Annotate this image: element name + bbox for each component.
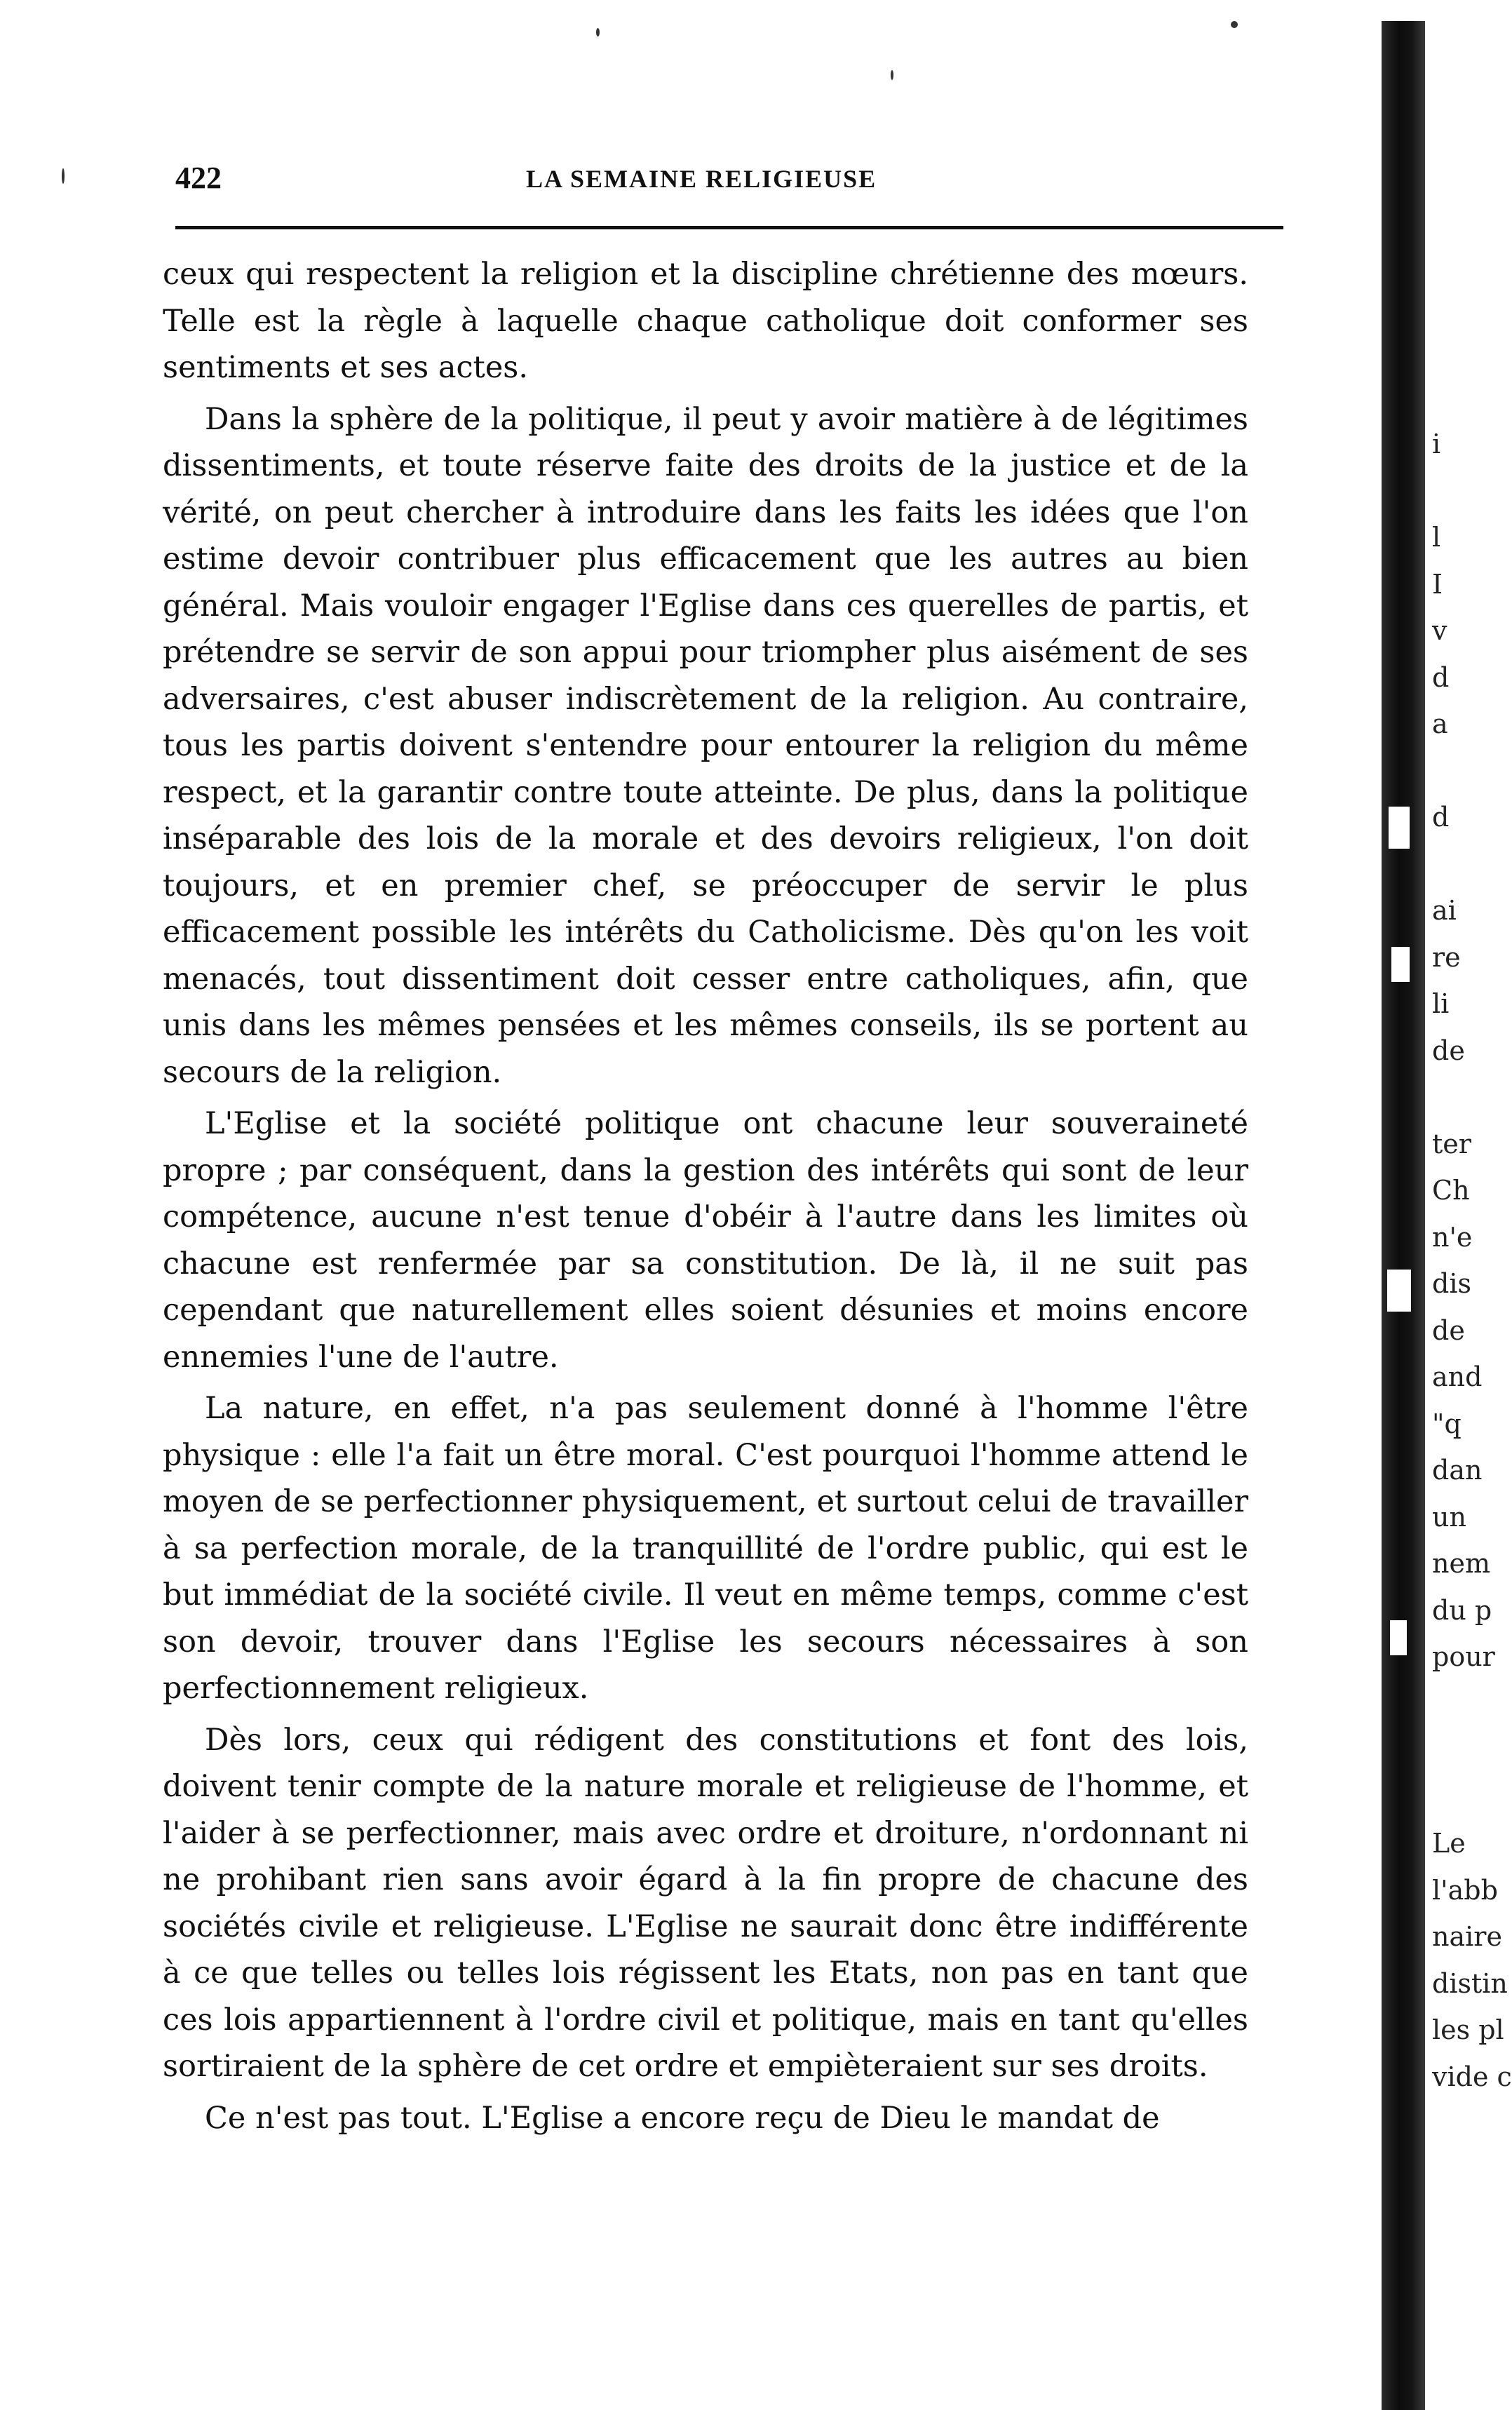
fragment: Le [1432,1828,1466,1859]
fragment: nem [1432,1548,1490,1579]
page-number: 422 [175,161,222,195]
paragraph-6: Ce n'est pas tout. L'Eglise a encore reçu de Dieu le mandat de [205,2100,1160,2136]
fragment: du p [1432,1594,1492,1626]
fragment [1432,1681,1474,1728]
fragment: d [1432,802,1450,833]
paragraph-5: Dès lors, ceux qui rédigent des constitutions et font des lois, doivent tenir compte de la nature morale et religieuse de l'homme, et l'aider à se perfectionner, mais avec ordre et droiture, n'ordonnant ni ne prohibant rien sans avoir égard à la fin propre de chacune des sociétés civile et religieuse. L'Eglise ne saurait donc être indifférente à ce que telles ou telles lois régissent les Etats, non pas en tant que ces lois appartiennent à l'ordre civil et politique, mais en tant qu'elles sortiraient de la sphère de cet ordre et empièteraient sur ses droits. [163,1722,1248,2084]
fragment: l [1432,522,1441,553]
fragment: and [1432,1361,1483,1392]
fragment: Ch [1432,1175,1470,1206]
fragment: ter [1432,1128,1471,1159]
adjacent-page-fragments [1432,421,1512,2100]
paragraph-1: ceux qui respectent la religion et la discipline chrétienne des mœurs. Telle est la règle à laquelle chaque catholique doit conformer ses sentiments et ses actes. [163,257,1248,385]
fragment: "q [1432,1408,1462,1439]
fragment: de [1432,1035,1465,1066]
fragment: vide c [1432,2061,1512,2092]
fragment [1432,748,1474,795]
fragment: dis [1432,1268,1471,1299]
fragment: n'e [1432,1221,1473,1253]
fragment [1432,1774,1474,1821]
fragment: I [1432,568,1443,600]
scan-speck [596,28,600,36]
paragraph-3: L'Eglise et la société politique ont chacune leur souveraineté propre ; par conséquent, dans la gestion des intérêts qui sont de leur compétence, aucune n'est tenue d'obéir à l'autre dans les limites où chacune est renfermée par sa constitution. De là, il ne suit pas cependant que naturellement elles soient désunies et moins encore ennemies l'une de l'autre. [163,1106,1248,1375]
paragraph-2: Dans la sphère de la politique, il peut y avoir matière à de légitimes dissentiments, et toute réserve faite des droits de la justice et de la vérité, on peut chercher à introduire dans les faits les idées que l'on estime devoir contribuer plus efficacement que les autres au bien général. Mais vouloir engager l'Eglise dans ces querelles de partis, et prétendre se servir de son appui pour triompher plus aisément de ses adversaires, c'est abuser indiscrètement de la religion. Au contraire, tous les partis doivent s'entendre pour entourer la religion du même respect, et la garantir contre toute atteinte. De plus, dans la politique inséparable des lois de la morale et des devoirs religieux, l'on doit toujours, et en premier chef, se préoccuper de servir le plus efficacement possible les intérêts du Catholicisme. Dès qu'on les voit menacés, tout dissentiment doit cesser entre catholiques, afin, que unis dans les mêmes pensées et les mêmes conseils, ils se portent au secours de la religion. [163,401,1248,1090]
fragment: un [1432,1501,1466,1533]
fragment: dan [1432,1455,1483,1486]
fragment: distin [1432,1967,1508,1999]
fragment: l'abb [1432,1874,1498,1906]
fragment: re [1432,941,1461,973]
fragment: pour [1432,1641,1495,1672]
fragment: a [1432,708,1448,739]
fragment [1432,1074,1474,1121]
fragment: les pl [1432,2014,1504,2045]
fragment: d [1432,661,1450,693]
fragment [1432,468,1474,515]
fragment: v [1432,615,1447,646]
fragment: naire [1432,1921,1502,1952]
binding-gutter [1382,21,1425,2410]
scan-speck [891,70,893,80]
scan-speck [62,168,65,184]
fragment: ai [1432,895,1457,926]
scan-speck [1231,21,1238,28]
header-rule [175,226,1283,229]
fragment [1432,1727,1474,1774]
fragment: i [1432,429,1441,459]
fragment: de [1432,1314,1465,1346]
fragment: li [1432,988,1450,1019]
running-title: LA SEMAINE RELIGIEUSE [526,165,877,193]
paragraph-4: La nature, en effet, n'a pas seulement donné à l'homme l'être physique : elle l'a fait un être moral. C'est pourquoi l'homme attend le moyen de se perfectionner physiquement, et surtout celui de travailler à sa perfection morale, de la tranquillité de l'ordre public, qui est le but immédiat de la société civile. Il veut en même temps, comme c'est son devoir, trouver dans l'Eglise les secours nécessaires à son perfectionnement religieux. [163,1391,1248,1706]
body-text [163,251,1248,2146]
fragment [1432,841,1474,888]
page-header [175,154,1283,210]
